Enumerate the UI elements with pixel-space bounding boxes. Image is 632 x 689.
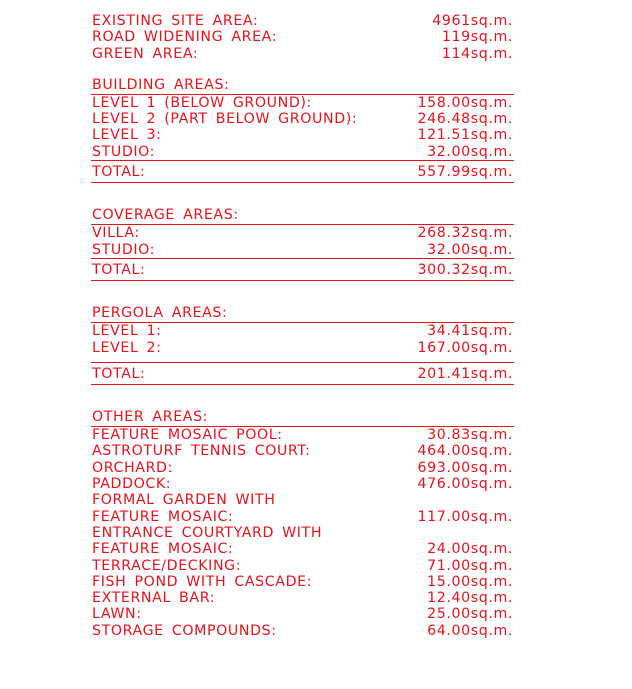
building-section: [91, 77, 514, 183]
other-row: [91, 541, 514, 557]
row-value: 32.00sq.m.: [427, 241, 513, 258]
row-label: EXTERNAL BAR:: [92, 590, 216, 607]
row-label: LEVEL 1 (BELOW GROUND):: [92, 94, 312, 111]
row-label: ASTROTURF TENNIS COURT:: [92, 443, 311, 460]
area-schedule: [91, 13, 514, 639]
row-value: 121.51sq.m.: [417, 127, 513, 144]
other-row: [91, 476, 514, 492]
row-value: 119sq.m.: [441, 29, 513, 46]
row-label: ENTRANCE COURTYARD WITH: [92, 524, 323, 541]
total-rule: [91, 160, 514, 161]
row-label: LEVEL 2 (PART BELOW GROUND):: [92, 111, 358, 128]
total-value: 201.41sq.m.: [417, 365, 513, 382]
other-row: [91, 623, 514, 639]
pergola-row: [91, 340, 514, 356]
coverage-total-row: [91, 262, 514, 278]
total-value: 557.99sq.m.: [417, 164, 513, 181]
row-value: 246.48sq.m.: [417, 111, 513, 128]
total-value: 300.32sq.m.: [417, 261, 513, 278]
row-label: VILLA:: [92, 225, 140, 242]
row-value: 15.00sq.m.: [427, 573, 513, 590]
row-value: 117.00sq.m.: [417, 508, 513, 525]
site-row: [91, 13, 514, 29]
other-row: [91, 558, 514, 574]
row-label: GREEN AREA:: [92, 45, 199, 62]
row-value: 464.00sq.m.: [417, 443, 513, 460]
row-label: LEVEL 3:: [92, 127, 162, 144]
row-label: STUDIO:: [92, 143, 156, 160]
other-row: [91, 525, 514, 541]
building-row: [91, 127, 514, 143]
coverage-section: [91, 207, 514, 281]
building-row: [91, 111, 514, 127]
site-row: [91, 46, 514, 62]
pergola-heading: PERGOLA AREAS:: [92, 305, 228, 322]
building-heading: BUILDING AREAS:: [92, 76, 230, 93]
other-row: [91, 427, 514, 443]
pergola-row: [91, 323, 514, 339]
row-label: FEATURE MOSAIC:: [92, 541, 234, 558]
building-row: [91, 95, 514, 111]
row-label: LEVEL 1:: [92, 323, 162, 340]
other-heading: OTHER AREAS:: [92, 409, 209, 426]
row-value: 34.41sq.m.: [427, 323, 513, 340]
row-label: FEATURE MOSAIC POOL:: [92, 427, 283, 444]
row-label: PADDOCK:: [92, 476, 172, 493]
row-label: EXISTING SITE AREA:: [92, 13, 259, 29]
row-label: LEVEL 2:: [92, 339, 162, 356]
other-row: [91, 606, 514, 622]
row-value: 476.00sq.m.: [417, 476, 513, 493]
row-value: 158.00sq.m.: [417, 94, 513, 111]
site-row: [91, 29, 514, 45]
total-label: TOTAL:: [92, 261, 146, 278]
total-rule: [91, 258, 514, 259]
coverage-row: [91, 225, 514, 241]
coverage-heading: COVERAGE AREAS:: [92, 207, 239, 224]
row-value: 4961sq.m.: [432, 13, 513, 29]
building-total-row: [91, 164, 514, 180]
total-rule: [91, 362, 514, 363]
row-value: 64.00sq.m.: [427, 622, 513, 639]
row-value: 114sq.m.: [441, 45, 513, 62]
row-value: 12.40sq.m.: [427, 590, 513, 607]
row-value: 693.00sq.m.: [417, 459, 513, 476]
row-value: 30.83sq.m.: [427, 427, 513, 444]
pergola-section: [91, 305, 514, 385]
row-value: 32.00sq.m.: [427, 143, 513, 160]
other-row: [91, 460, 514, 476]
row-value: 24.00sq.m.: [427, 541, 513, 558]
other-section: [91, 409, 514, 639]
other-row: [91, 574, 514, 590]
total-label: TOTAL:: [92, 365, 146, 382]
other-row: [91, 590, 514, 606]
coverage-row: [91, 242, 514, 258]
row-value: 71.00sq.m.: [427, 557, 513, 574]
row-label: FORMAL GARDEN WITH: [92, 492, 276, 509]
site-section: [91, 13, 514, 62]
row-label: FISH POND WITH CASCADE:: [92, 573, 313, 590]
row-label: LAWN:: [92, 606, 142, 623]
row-label: STUDIO:: [92, 241, 156, 258]
row-label: ORCHARD:: [92, 459, 173, 476]
other-row: [91, 443, 514, 459]
row-label: FEATURE MOSAIC:: [92, 508, 234, 525]
pergola-total-row: [91, 366, 514, 382]
row-value: 25.00sq.m.: [427, 606, 513, 623]
row-value: 268.32sq.m.: [417, 225, 513, 242]
row-label: STORAGE COMPOUNDS:: [92, 622, 277, 639]
total-label: TOTAL:: [92, 164, 146, 181]
row-label: TERRACE/DECKING:: [92, 557, 242, 574]
row-value: 167.00sq.m.: [417, 339, 513, 356]
other-row: [91, 492, 514, 508]
other-row: [91, 509, 514, 525]
building-row: [91, 144, 514, 160]
row-label: ROAD WIDENING AREA:: [92, 29, 278, 46]
